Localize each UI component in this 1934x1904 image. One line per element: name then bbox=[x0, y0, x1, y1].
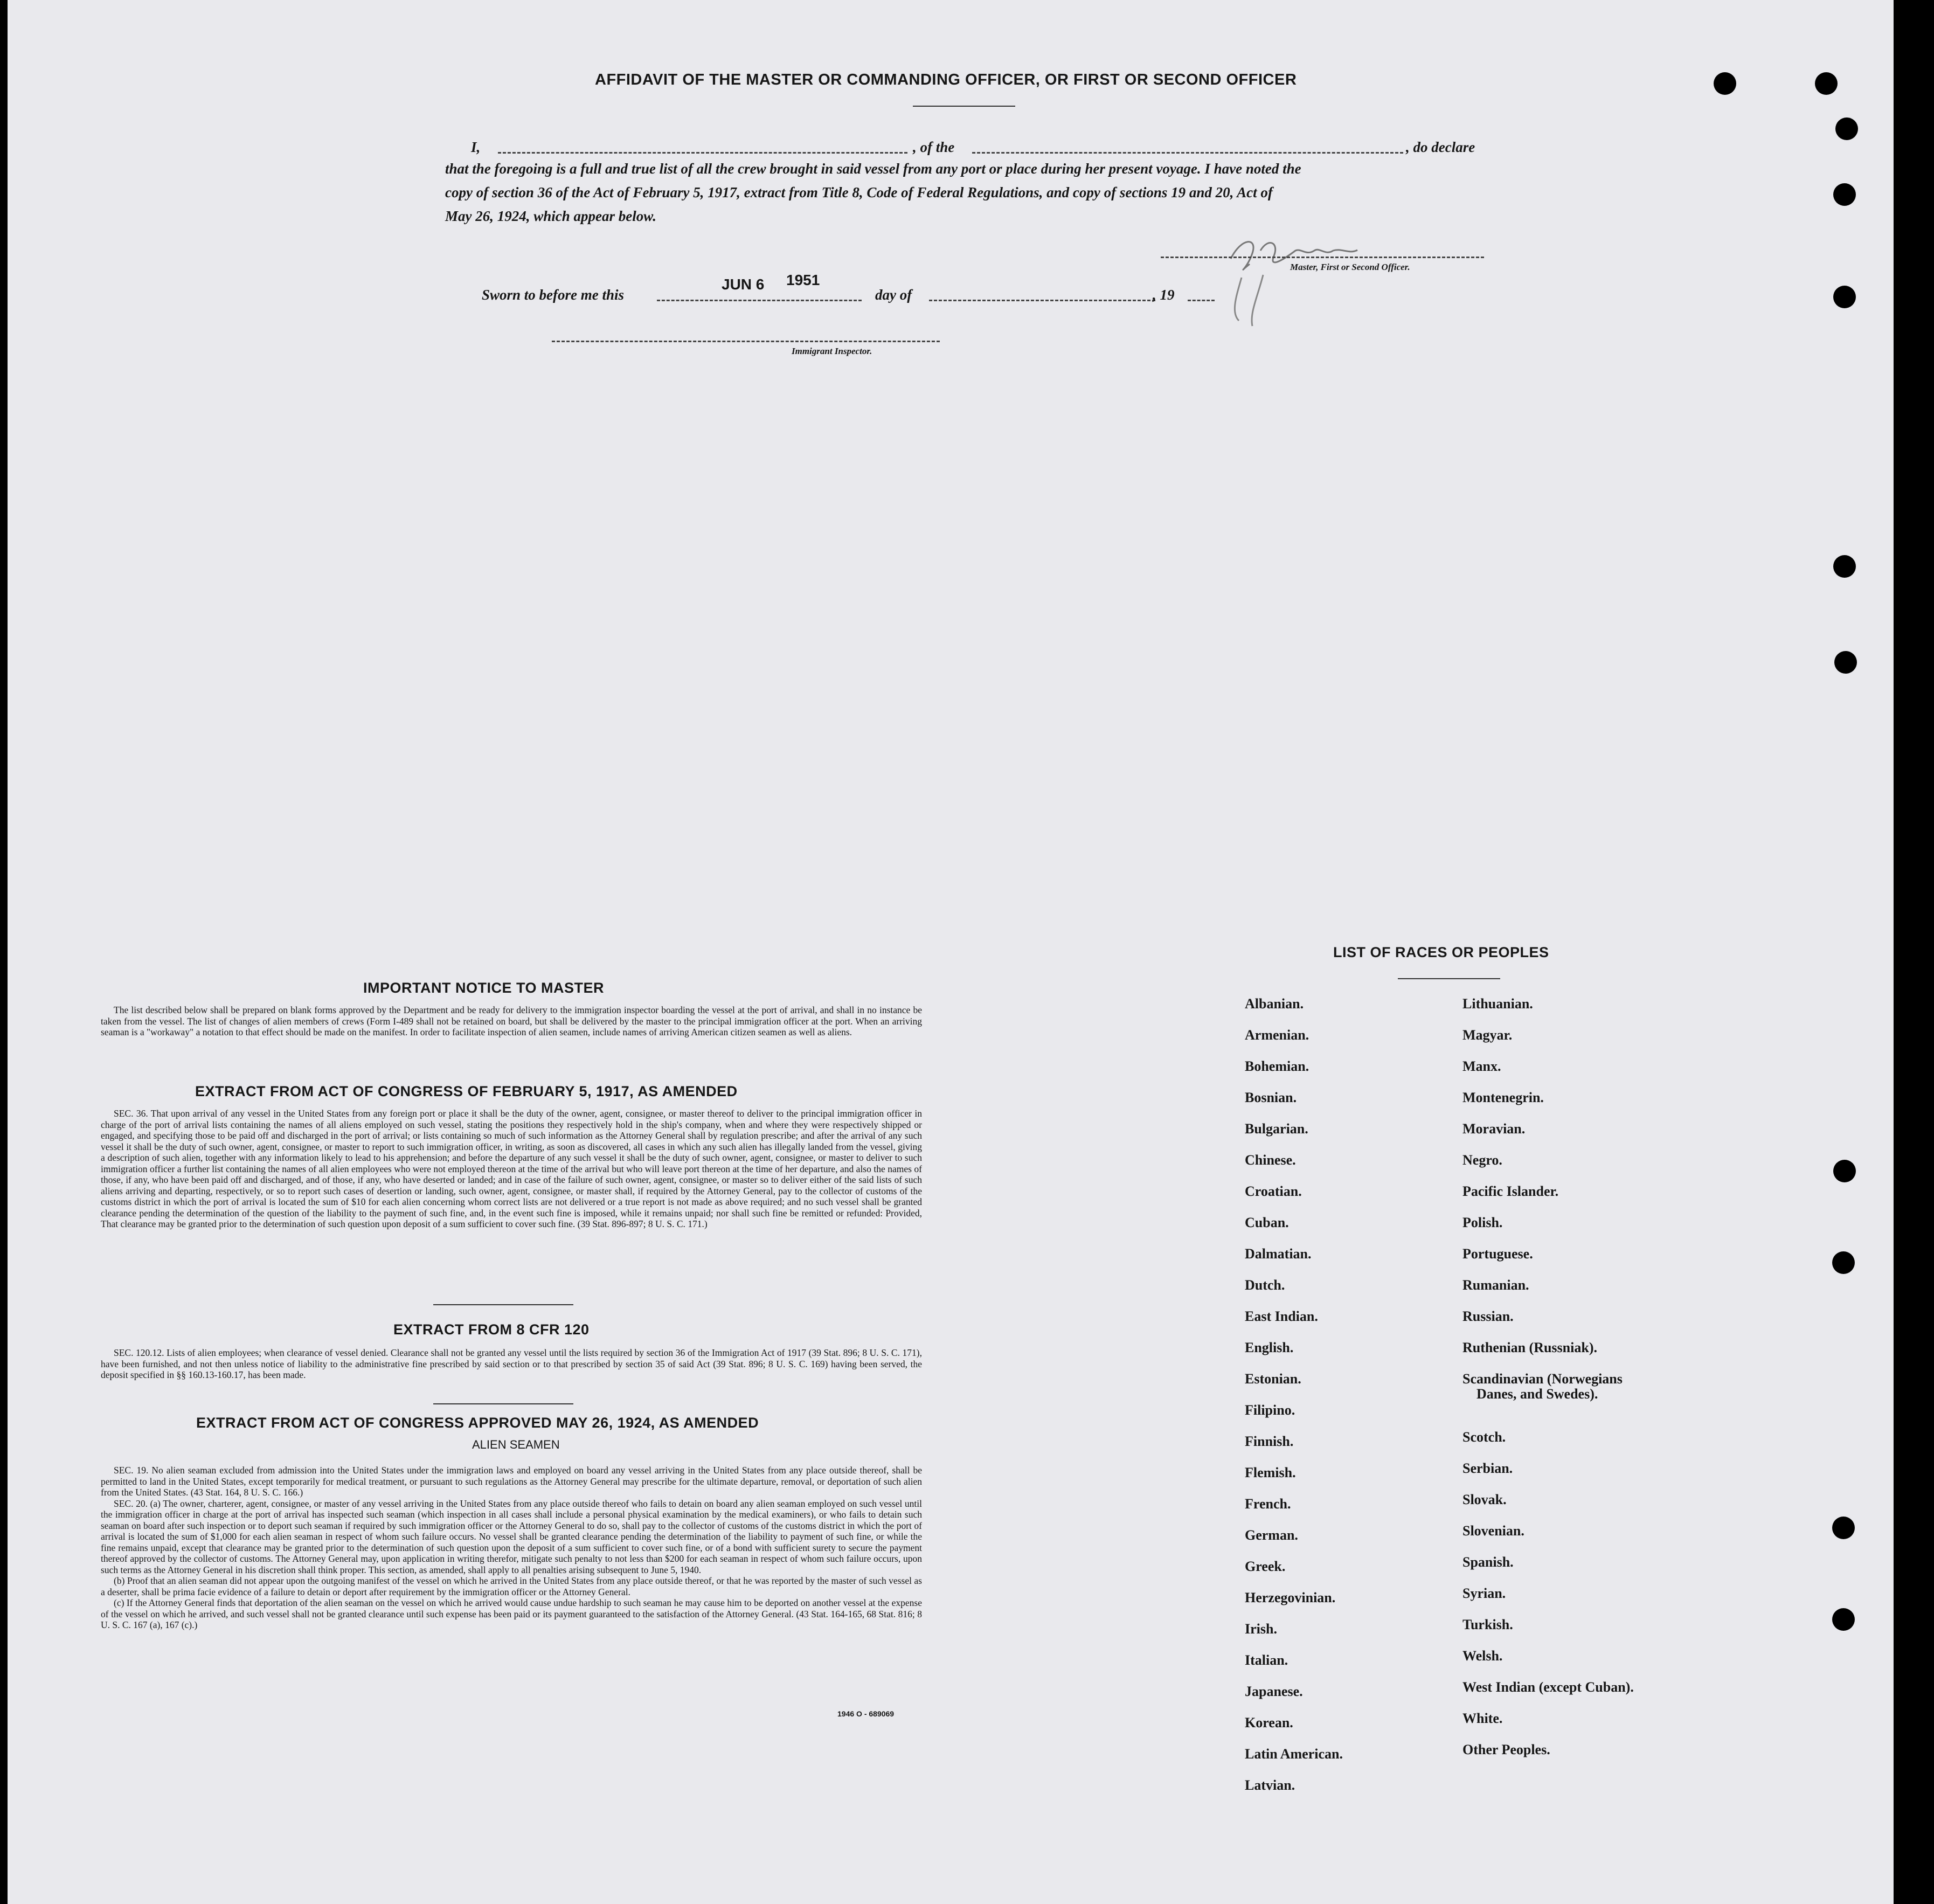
cfr-title: EXTRACT FROM 8 CFR 120 bbox=[393, 1321, 590, 1338]
affidavit-of-the: , of the bbox=[913, 139, 955, 155]
race-item: Moravian. bbox=[1462, 1121, 1526, 1137]
race-item: Serbian. bbox=[1462, 1460, 1513, 1476]
name-blank-line[interactable] bbox=[498, 152, 907, 154]
punch-hole bbox=[1832, 1251, 1855, 1274]
race-item: Magyar. bbox=[1462, 1027, 1513, 1043]
race-item: Portuguese. bbox=[1462, 1246, 1533, 1262]
punch-hole bbox=[1832, 1608, 1855, 1631]
punch-hole bbox=[1833, 286, 1856, 308]
race-item: Chinese. bbox=[1245, 1152, 1296, 1168]
affidavit-line-2: that the foregoing is a full and true list of all the crew brought in said vessel from any port or place during her present voyage. I have noted the bbox=[445, 161, 1301, 177]
punch-hole bbox=[1833, 1160, 1856, 1182]
race-item: Negro. bbox=[1462, 1152, 1502, 1168]
extract-1917-text: SEC. 36. That upon arrival of any vessel in the United States from any foreign port or place it shall be the duty of the owner, agent, consignee, or master thereof to deliver to the principal immigration officer in charge of the port of arrival lists containing the names of all aliens employed on such vessel, stating the positions they respectively hold in the ship's company, when and where they were respectively shipped or engaged, and specifying those to be paid off and discharged in the port of arrival; or lists containing so much of such information as the Attorney General shall by regulation prescribe; and after the arrival of any such vessel it shall be the duty of such owner, agent, consignee, or master to report to such immigration officer, in writing, as soon as discovered, all cases in which any such alien has illegally landed from the vessel, giving a description of such alien, together with any information likely to lead to his apprehension; and before the departure of any such vessel it shall be the duty of such owner, agent, consignee, or master to deliver to such immigration officer a further list containing the names of all alien employees who were not employed thereon at the time of the arrival but who will leave port thereon at the time of her departure, and also the names of those, if any, who have been paid off and discharged, and of those, if any, who have deserted or landed; and in case of the failure of such owner, agent, consignee, or master so to deliver either of the said lists of such aliens arriving and departing, respectively, or so to report such cases of desertion or landing, such owner, agent, consignee, or master shall, if required by the Attorney General, pay to the collector of customs of the customs district in which the port of arrival is located the sum of $10 for each alien concerning whom correct lists are not delivered or a true report is not made as above required; and no such vessel shall be granted clearance pending the determination of the question of the liability to the payment of such fine, and, in the event such fine is imposed, while it remains unpaid; nor shall such fine be remitted or refunded: Provided, That clearance may be granted prior to the determination of such question upon deposit of a sum sufficient to cover such fine. (39 Stat. 896-897; 8 U. S. C. 171.) bbox=[101, 1108, 922, 1229]
races-title-underline bbox=[1398, 978, 1500, 979]
sworn-label: Sworn to before me this bbox=[482, 287, 625, 303]
master-signature-line[interactable] bbox=[1161, 257, 1484, 258]
punch-hole bbox=[1833, 183, 1856, 206]
divider bbox=[433, 1403, 573, 1404]
race-item: Herzegovinian. bbox=[1245, 1590, 1336, 1605]
race-item: Ruthenian (Russniak). bbox=[1462, 1340, 1597, 1355]
punch-hole bbox=[1833, 555, 1856, 578]
inspector-label: Immigrant Inspector. bbox=[792, 346, 872, 356]
race-item: Dutch. bbox=[1245, 1277, 1285, 1293]
inspector-signature-line[interactable] bbox=[552, 341, 940, 342]
race-item: Bulgarian. bbox=[1245, 1121, 1308, 1137]
race-item: Lithuanian. bbox=[1462, 996, 1533, 1012]
race-item: Italian. bbox=[1245, 1652, 1288, 1668]
affidavit-line-3: copy of section 36 of the Act of February 5, 1917, extract from Title 8, Code of Federal Regulations, and copy of sections 19 and 20, Act of bbox=[445, 184, 1273, 200]
punch-hole bbox=[1714, 72, 1736, 95]
race-item: Croatian. bbox=[1245, 1183, 1302, 1199]
race-item: Slovak. bbox=[1462, 1492, 1507, 1507]
punch-hole bbox=[1835, 117, 1858, 140]
affidavit-line-4: May 26, 1924, which appear below. bbox=[445, 208, 657, 224]
year-blank-line[interactable] bbox=[1188, 300, 1215, 301]
race-item: Rumanian. bbox=[1462, 1277, 1529, 1293]
section-19-paragraph: SEC. 19. No alien seaman excluded from admission into the United States under the immigration laws and employed on board any vessel arriving in the United States from any place outside thereof, shall be permitted to land in the United States, except temporarily for medical treatment, or pursuant to such regulations as the Attorney General may prescribe for the ultimate departure, removal, or deportation of such alien from the United States. (43 Stat. 164, 8 U. S. C. 166.) bbox=[101, 1465, 922, 1498]
race-item: Montenegrin. bbox=[1462, 1090, 1544, 1105]
race-item: Greek. bbox=[1245, 1559, 1286, 1574]
notice-text: The list described below shall be prepared on blank forms approved by the Department and be ready for delivery to the immigration inspector boarding the vessel at the port of arrival, and shall in no instance be taken from the vessel. The list of changes of alien members of crews (Form I-489 shall not be retained on board, but shall be delivered by the master to the principal immigration officer at the port. When an arriving seaman is a "workaway" a notation to that effect should be made on the manifest. In order to facilitate inspection of alien seamen, include names of arriving American citizen seamen as well as aliens. bbox=[101, 1005, 922, 1037]
races-title: LIST OF RACES OR PEOPLES bbox=[1333, 944, 1549, 960]
extract-1924-text bbox=[101, 1465, 922, 1631]
race-item: Estonian. bbox=[1245, 1371, 1301, 1387]
section-20c-paragraph: (c) If the Attorney General finds that deportation of the alien seaman on the vessel on which he arrived would cause undue hardship to such seaman he may cause him to be deported on another vessel at the expense of the vessel on which he arrived, and such vessel shall not be granted clearance until such expense has been paid or its payment guaranteed to the satisfaction of the Attorney General. (43 Stat. 164-165, 68 Stat. 816; 8 U. S. C. 167 (a), 167 (c).) bbox=[101, 1597, 922, 1630]
race-item: Other Peoples. bbox=[1462, 1742, 1550, 1757]
race-item: Bosnian. bbox=[1245, 1090, 1297, 1105]
print-code: 1946 O - 689069 bbox=[837, 1709, 895, 1718]
race-item: Syrian. bbox=[1462, 1585, 1506, 1601]
punch-hole bbox=[1815, 72, 1838, 95]
stamp-year: 1951 bbox=[786, 272, 820, 288]
section-20a-paragraph: SEC. 20. (a) The owner, charterer, agent, consignee, or master of any vessel arriving in the United States from any place outside thereof who fails to detain on board any alien seaman employed on such vessel until the immigration officer in charge at the port of arrival has inspected such seaman (which inspection in all cases shall include a personal physical examination by the medical examiners), or who fails to detain such seaman on board after such inspection or to deport such seaman if required by such immigration officer or the Attorney General to do so, shall pay to the collector of customs of the customs district in which the port of arrival is located the sum of $1,000 for each alien seaman in respect of whom such failure occurs. No vessel shall be granted clearance pending the determination of the liability to payment of such fine, or while the fine remains unpaid, except that clearance may be granted prior to the determination of such question upon the deposit of a sum sufficient to cover such fine, or of a bond with sufficient surety to secure the payment thereof approved by the collector of customs. The Attorney General may, upon application in writing therefor, mitigate such penalty to not less than $200 for each seaman in respect of whom such failure occurs, upon such terms as the Attorney General in his discretion shall think proper. This section, as amended, shall apply to all penalties arising subsequent to June 5, 1940. bbox=[101, 1498, 922, 1575]
race-item: Dalmatian. bbox=[1245, 1246, 1312, 1262]
race-item: German. bbox=[1245, 1527, 1298, 1543]
stamp-date: JUN 6 bbox=[722, 276, 765, 293]
race-item: Polish. bbox=[1462, 1215, 1503, 1230]
race-item: Pacific Islander. bbox=[1462, 1183, 1559, 1199]
section-20b-paragraph: (b) Proof that an alien seaman did not appear upon the outgoing manifest of the vessel on which he arrived in the United States from any place outside thereof, or that he was reported by the master of such vessel as a deserter, shall be prima facie evidence of a failure to detain or deport after requirement by the immigration officer or the Attorney General. bbox=[101, 1575, 922, 1597]
race-item: Korean. bbox=[1245, 1715, 1293, 1730]
punch-hole bbox=[1832, 1517, 1855, 1539]
race-item: Bohemian. bbox=[1245, 1058, 1309, 1074]
year-prefix: , 19 bbox=[1153, 287, 1175, 303]
race-item: Japanese. bbox=[1245, 1684, 1303, 1699]
race-item: French. bbox=[1245, 1496, 1291, 1512]
cfr-text: SEC. 120.12. Lists of alien employees; when clearance of vessel denied. Clearance shall not be granted any vessel until the lists required by section 36 of the Immigration Act of 1917 (39 Stat. 896; 8 U. S. C. 171), have been furnished, and not then unless notice of liability to the administrative fine prescribed by said section or to that prescribed by section 35 of said Act (39 Stat. 896; 8 U. S. C. 169) having been served, the deposit specified in §§ 160.13-160.17, has been made. bbox=[101, 1347, 922, 1380]
race-item: Armenian. bbox=[1245, 1027, 1309, 1043]
race-item: Flemish. bbox=[1245, 1465, 1296, 1480]
document-page bbox=[8, 0, 1894, 1904]
race-item: East Indian. bbox=[1245, 1308, 1318, 1324]
race-item: Latvian. bbox=[1245, 1777, 1295, 1793]
race-item: Finnish. bbox=[1245, 1434, 1294, 1449]
race-item: Manx. bbox=[1462, 1058, 1501, 1074]
race-item: Welsh. bbox=[1462, 1648, 1503, 1664]
master-label: Master, First or Second Officer. bbox=[1290, 262, 1410, 272]
race-item: Filipino. bbox=[1245, 1402, 1295, 1418]
notice-title: IMPORTANT NOTICE TO MASTER bbox=[363, 980, 604, 996]
race-item: Danes, and Swedes). bbox=[1477, 1386, 1598, 1402]
race-item: Albanian. bbox=[1245, 996, 1304, 1012]
signature-graphic bbox=[1220, 226, 1446, 329]
affidavit-title: AFFIDAVIT OF THE MASTER OR COMMANDING OFFICER, OR FIRST OR SECOND OFFICER bbox=[595, 71, 1297, 88]
race-item: Turkish. bbox=[1462, 1617, 1513, 1632]
race-item: Russian. bbox=[1462, 1308, 1514, 1324]
extract-1917-title: EXTRACT FROM ACT OF CONGRESS OF FEBRUARY 5, 1917, AS AMENDED bbox=[195, 1083, 738, 1099]
race-item: Irish. bbox=[1245, 1621, 1277, 1637]
race-item: Spanish. bbox=[1462, 1554, 1514, 1570]
race-item: Cuban. bbox=[1245, 1215, 1289, 1230]
race-item: Latin American. bbox=[1245, 1746, 1343, 1762]
affidavit-i: I, bbox=[471, 139, 481, 155]
vessel-blank-line[interactable] bbox=[972, 152, 1403, 154]
race-item: Scandinavian (Norwegians bbox=[1462, 1371, 1623, 1387]
race-item: Slovenian. bbox=[1462, 1523, 1524, 1539]
race-item: White. bbox=[1462, 1711, 1503, 1726]
sworn-day-line[interactable] bbox=[657, 300, 862, 301]
race-item: English. bbox=[1245, 1340, 1294, 1355]
affidavit-do-declare: , do declare bbox=[1406, 139, 1475, 155]
punch-hole bbox=[1834, 651, 1857, 674]
month-blank-line[interactable] bbox=[929, 300, 1155, 301]
title-underline bbox=[913, 106, 1015, 107]
race-item: Scotch. bbox=[1462, 1429, 1506, 1445]
divider bbox=[433, 1304, 573, 1305]
extract-1924-title: EXTRACT FROM ACT OF CONGRESS APPROVED MAY 26, 1924, AS AMENDED bbox=[196, 1415, 759, 1431]
race-item: West Indian (except Cuban). bbox=[1462, 1679, 1634, 1695]
extract-1924-subtitle: ALIEN SEAMEN bbox=[472, 1438, 560, 1451]
day-of-label: day of bbox=[875, 287, 912, 303]
